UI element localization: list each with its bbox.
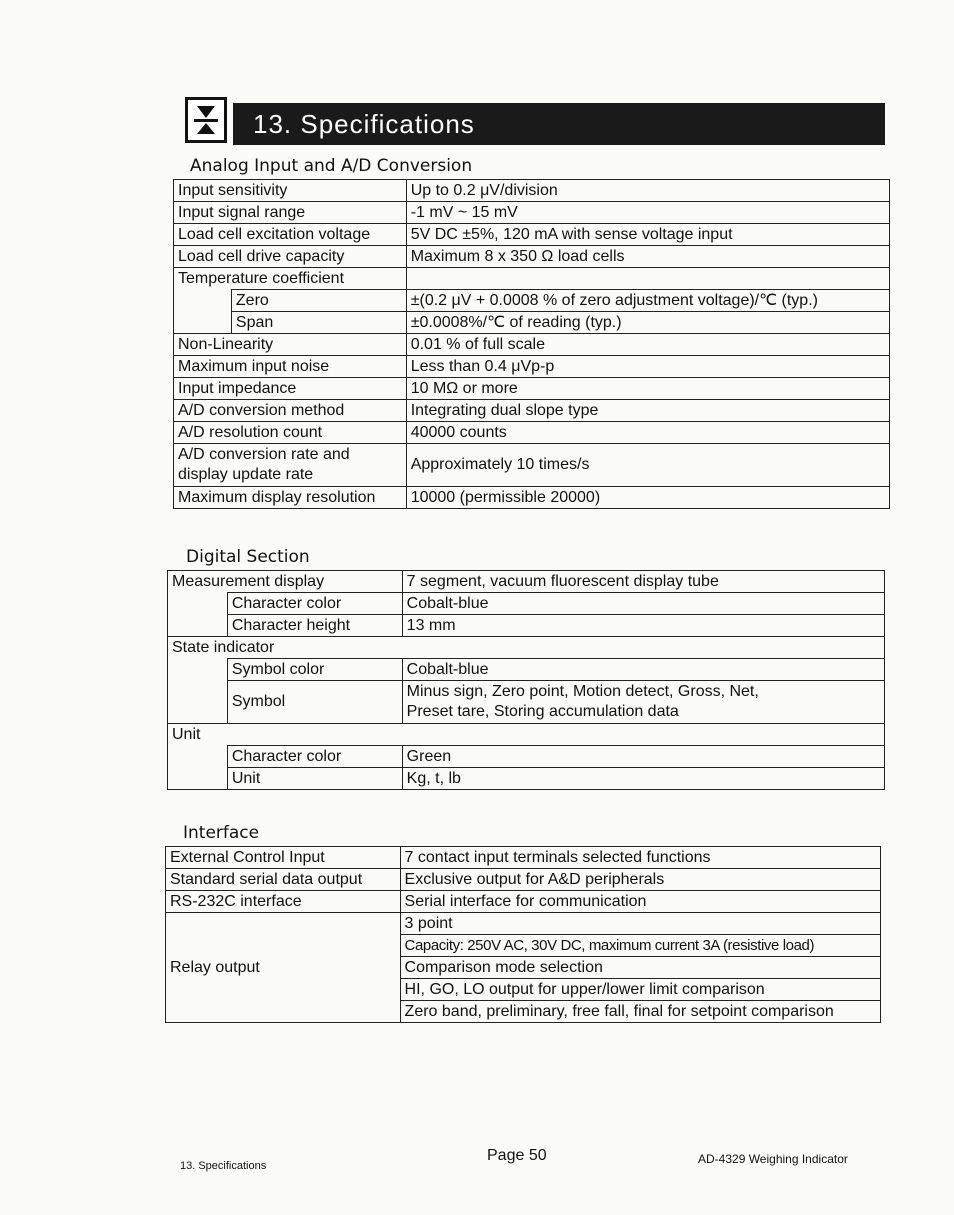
table-row xyxy=(168,724,885,746)
spec-value: 0.01 % of full scale xyxy=(406,334,889,356)
table-row xyxy=(174,356,890,378)
spec-value: 5V DC ±5%, 120 mA with sense voltage input xyxy=(406,224,889,246)
spec-label: Input sensitivity xyxy=(174,180,407,202)
spec-label: RS-232C interface xyxy=(166,891,401,913)
spec-label: Measurement display xyxy=(168,571,403,593)
spec-label: Non-Linearity xyxy=(174,334,407,356)
spec-sublabel: Unit xyxy=(227,768,402,790)
table-row xyxy=(168,637,885,659)
spec-value: 7 contact input terminals selected functions xyxy=(400,847,880,869)
spec-value: 3 point xyxy=(400,913,880,935)
rate-label-line-2: display update rate xyxy=(178,466,314,483)
spec-label: Input signal range xyxy=(174,202,407,224)
spec-value: 7 segment, vacuum fluorescent display tube xyxy=(402,571,884,593)
spec-value: Up to 0.2 μV/division xyxy=(406,180,889,202)
section-header xyxy=(185,97,885,145)
table-row xyxy=(168,593,885,615)
spec-value: Approximately 10 times/s xyxy=(406,444,889,487)
spec-value: 10 MΩ or more xyxy=(406,378,889,400)
spec-value: Comparison mode selection xyxy=(400,957,880,979)
table-row xyxy=(168,768,885,790)
spec-value: Green xyxy=(402,746,884,768)
spec-label: Standard serial data output xyxy=(166,869,401,891)
footer-page-number: Page 50 xyxy=(487,1147,547,1164)
spec-value: Cobalt-blue xyxy=(402,593,884,615)
spec-value: Kg, t, lb xyxy=(402,768,884,790)
spec-label: Temperature coefficient xyxy=(174,268,407,290)
table-row xyxy=(168,681,885,724)
table-row xyxy=(174,224,890,246)
spec-label xyxy=(174,444,407,487)
download-arrow-icon xyxy=(185,97,227,143)
spec-value: Zero band, preliminary, free fall, final for setpoint comparison xyxy=(400,1001,880,1023)
spec-sublabel: Symbol xyxy=(227,681,402,724)
spec-value: HI, GO, LO output for upper/lower limit comparison xyxy=(400,979,880,1001)
spec-label: External Control Input xyxy=(166,847,401,869)
table-row xyxy=(166,891,881,913)
table-row xyxy=(166,869,881,891)
interface-section-title: Interface xyxy=(183,823,260,843)
rate-label-line-1: A/D conversion rate and xyxy=(178,446,350,463)
spec-label: Unit xyxy=(168,724,885,746)
digital-section-title: Digital Section xyxy=(186,547,310,567)
table-row xyxy=(174,334,890,356)
spec-label: Load cell excitation voltage xyxy=(174,224,407,246)
spec-label: A/D resolution count xyxy=(174,422,407,444)
footer-section-name: 13. Specifications xyxy=(180,1160,267,1172)
spec-value: ±(0.2 μV + 0.0008 % of zero adjustment voltage)/℃ (typ.) xyxy=(406,290,889,312)
table-row xyxy=(168,571,885,593)
table-row xyxy=(166,913,881,935)
analog-table xyxy=(173,179,890,509)
spec-sublabel: Character height xyxy=(227,615,402,637)
spec-value: Capacity: 250V AC, 30V DC, maximum current 3A (resistive load) xyxy=(400,935,880,957)
spec-value: Exclusive output for A&D peripherals xyxy=(400,869,880,891)
spec-label: Relay output xyxy=(166,913,401,1023)
symbol-value-line-2: Preset tare, Storing accumulation data xyxy=(406,703,679,720)
spec-value: ±0.0008%/℃ of reading (typ.) xyxy=(406,312,889,334)
table-row xyxy=(174,487,890,509)
spec-label: Maximum display resolution xyxy=(174,487,407,509)
table-row xyxy=(174,422,890,444)
table-row xyxy=(174,444,890,487)
page-title: 13. Specifications xyxy=(233,103,885,145)
table-row xyxy=(174,180,890,202)
table-row xyxy=(174,268,890,290)
spec-label: Maximum input noise xyxy=(174,356,407,378)
interface-table xyxy=(165,846,881,1023)
spec-sublabel: Symbol color xyxy=(227,659,402,681)
spec-value: 10000 (permissible 20000) xyxy=(406,487,889,509)
digital-table xyxy=(167,570,885,790)
table-row xyxy=(166,847,881,869)
spec-value: Cobalt-blue xyxy=(402,659,884,681)
spec-value: 40000 counts xyxy=(406,422,889,444)
spec-value: Less than 0.4 μVp-p xyxy=(406,356,889,378)
table-row xyxy=(174,378,890,400)
symbol-value-line-1: Minus sign, Zero point, Motion detect, Gross, Net, xyxy=(406,683,759,700)
table-row xyxy=(174,290,890,312)
spec-label: A/D conversion method xyxy=(174,400,407,422)
spec-value: Integrating dual slope type xyxy=(406,400,889,422)
table-row xyxy=(174,202,890,224)
spec-sublabel: Character color xyxy=(227,593,402,615)
spec-label: Input impedance xyxy=(174,378,407,400)
spec-sublabel: Character color xyxy=(227,746,402,768)
analog-section-title: Analog Input and A/D Conversion xyxy=(190,156,473,176)
table-row xyxy=(168,615,885,637)
spec-value: Maximum 8 x 350 Ω load cells xyxy=(406,246,889,268)
footer-product-name: AD-4329 Weighing Indicator xyxy=(698,1152,848,1166)
table-row xyxy=(168,746,885,768)
spec-label: State indicator xyxy=(168,637,885,659)
spec-sublabel: Zero xyxy=(231,290,406,312)
table-row xyxy=(174,246,890,268)
table-row xyxy=(174,312,890,334)
table-row xyxy=(168,659,885,681)
spec-value: -1 mV ~ 15 mV xyxy=(406,202,889,224)
spec-value xyxy=(402,681,884,724)
table-row xyxy=(174,400,890,422)
spec-sublabel: Span xyxy=(231,312,406,334)
spec-label: Load cell drive capacity xyxy=(174,246,407,268)
spec-value: Serial interface for communication xyxy=(400,891,880,913)
spec-value: 13 mm xyxy=(402,615,884,637)
